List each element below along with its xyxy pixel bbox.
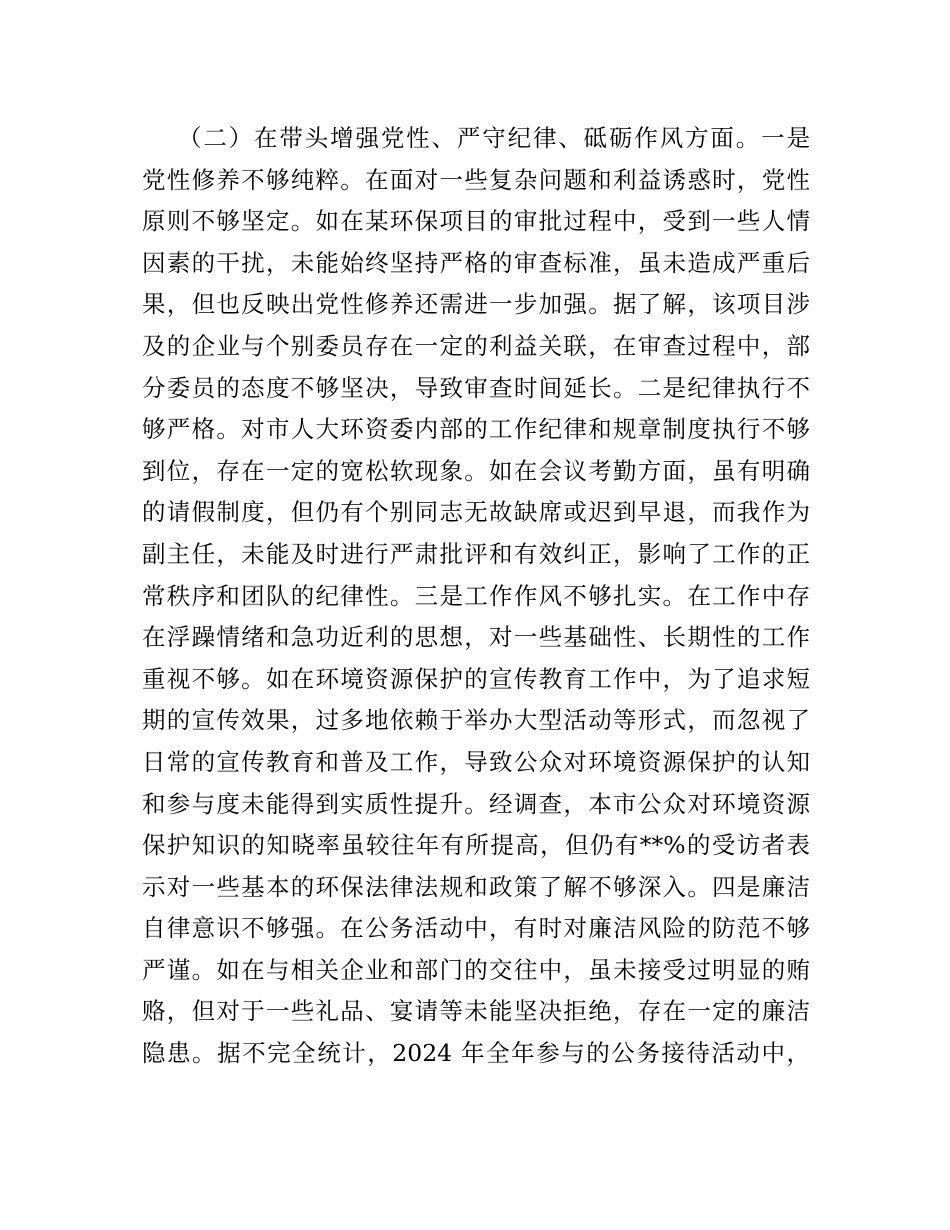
paragraph-line: 党性修养不够纯粹。在面对一些复杂问题和利益诱惑时，党性 <box>142 165 810 194</box>
paragraph-line: 期的宣传效果，过多地依赖于举办大型活动等形式，而忽视了 <box>142 706 810 735</box>
paragraph-line: 严谨。如在与相关企业和部门的交往中，虽未接受过明显的贿 <box>142 955 810 984</box>
paragraph-line: 够严格。对市人大环资委内部的工作纪律和规章制度执行不够 <box>142 415 810 444</box>
paragraph-line: 日常的宣传教育和普及工作，导致公众对环境资源保护的认知 <box>142 747 810 776</box>
paragraph-line: 和参与度未能得到实质性提升。经调查，本市公众对环境资源 <box>142 789 810 818</box>
paragraph-line: 果，但也反映出党性修养还需进一步加强。据了解，该项目涉 <box>142 290 810 319</box>
paragraph-line: 的请假制度，但仍有个别同志无故缺席或迟到早退，而我作为 <box>142 498 810 527</box>
paragraph-line: 到位，存在一定的宽松软现象。如在会议考勤方面，虽有明确 <box>142 456 810 485</box>
paragraph-line: 及的企业与个别委员存在一定的利益关联，在审查过程中，部 <box>142 331 810 360</box>
paragraph-line: 在浮躁情绪和急功近利的思想，对一些基础性、长期性的工作 <box>142 623 810 652</box>
paragraph-line: 因素的干扰，未能始终坚持严格的审查标准，虽未造成严重后 <box>142 248 810 277</box>
paragraph-line: 常秩序和团队的纪律性。三是工作作风不够扎实。在工作中存 <box>142 581 810 610</box>
paragraph-line: 重视不够。如在环境资源保护的宣传教育工作中，为了追求短 <box>142 664 810 693</box>
paragraph-line: 自律意识不够强。在公务活动中，有时对廉洁风险的防范不够 <box>142 914 810 943</box>
paragraph-line: 副主任，未能及时进行严肃批评和有效纠正，影响了工作的正 <box>142 539 810 568</box>
paragraph-line: 示对一些基本的环保法律法规和政策了解不够深入。四是廉洁 <box>142 872 810 901</box>
paragraph-line: 隐患。据不完全统计，2024 年全年参与的公务接待活动中， <box>142 1039 810 1068</box>
paragraph-line: （二）在带头增强党性、严守纪律、砥砺作风方面。一是 <box>178 124 810 152</box>
paragraph-line: 赂，但对于一些礼品、宴请等未能坚决拒绝，存在一定的廉洁 <box>142 997 810 1026</box>
paragraph-line: 保护知识的知晓率虽较往年有所提高，但仍有**%的受访者表 <box>142 831 810 860</box>
paragraph-line: 分委员的态度不够坚决，导致审查时间延长。二是纪律执行不 <box>142 373 810 402</box>
paragraph-line: 原则不够坚定。如在某环保项目的审批过程中，受到一些人情 <box>142 207 810 236</box>
body-paragraph <box>142 118 810 1075</box>
